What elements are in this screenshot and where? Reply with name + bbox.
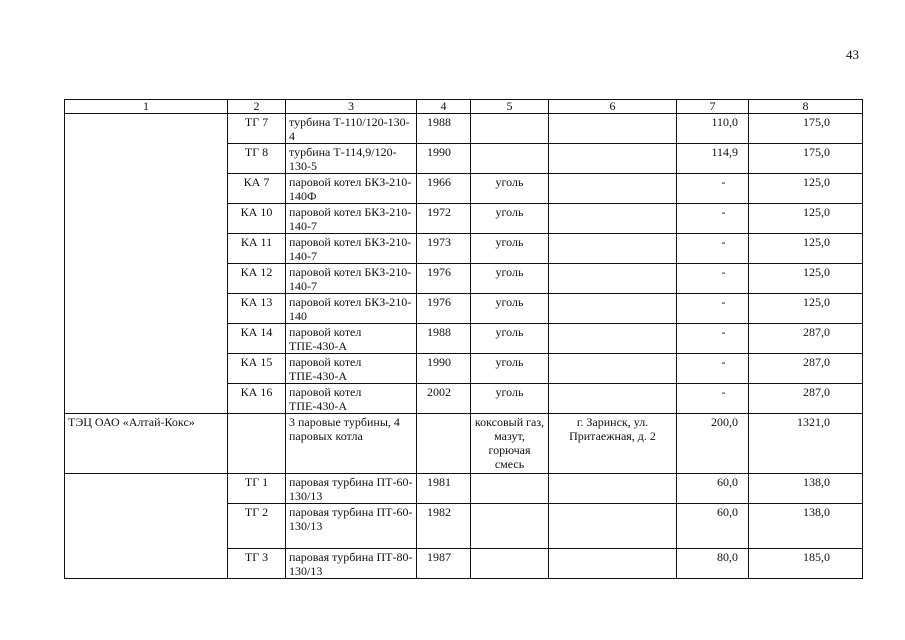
electric-capacity: -	[677, 354, 749, 384]
heat-capacity: 185,0	[749, 549, 863, 579]
heat-capacity: 125,0	[749, 204, 863, 234]
year: 1976	[417, 294, 471, 324]
address	[549, 324, 677, 354]
heat-capacity: 138,0	[749, 504, 863, 549]
header-col-7: 7	[677, 100, 749, 114]
address	[549, 264, 677, 294]
unit-id: КА 12	[228, 264, 286, 294]
table-header-row	[65, 100, 863, 114]
fuel	[471, 144, 549, 174]
year: 2002	[417, 384, 471, 414]
unit-id: ТГ 7	[228, 114, 286, 144]
heat-capacity: 125,0	[749, 294, 863, 324]
station-name-cell	[65, 114, 228, 414]
equipment-type: паровой котел ТПЕ-430-А	[286, 324, 417, 354]
equipment-type: турбина Т-110/120-130-4	[286, 114, 417, 144]
address	[549, 174, 677, 204]
address	[549, 294, 677, 324]
fuel: уголь	[471, 264, 549, 294]
electric-capacity: 60,0	[677, 474, 749, 504]
year: 1990	[417, 144, 471, 174]
electric-capacity: -	[677, 384, 749, 414]
fuel	[471, 474, 549, 504]
equipment-table	[64, 99, 863, 579]
equipment-type: паровая турбина ПТ-60-130/13	[286, 504, 417, 549]
address	[549, 384, 677, 414]
unit-id: ТГ 1	[228, 474, 286, 504]
equipment-type: 3 паровые турбины, 4 паровых котла	[286, 414, 417, 474]
station-name-cell: ТЭЦ ОАО «Алтай-Кокс»	[65, 414, 228, 474]
heat-capacity: 287,0	[749, 354, 863, 384]
unit-id: ТГ 8	[228, 144, 286, 174]
electric-capacity: -	[677, 294, 749, 324]
heat-capacity: 1321,0	[749, 414, 863, 474]
equipment-type: паровой котел БКЗ-210-140-7	[286, 234, 417, 264]
year: 1966	[417, 174, 471, 204]
equipment-type: паровой котел БКЗ-210-140-7	[286, 204, 417, 234]
heat-capacity: 138,0	[749, 474, 863, 504]
heat-capacity: 125,0	[749, 174, 863, 204]
address	[549, 549, 677, 579]
header-col-5: 5	[471, 100, 549, 114]
electric-capacity: 200,0	[677, 414, 749, 474]
fuel: коксовый газ, мазут, горючая смесь	[471, 414, 549, 474]
equipment-type: паровая турбина ПТ-80-130/13	[286, 549, 417, 579]
equipment-type: паровой котел ТПЕ-430-А	[286, 354, 417, 384]
fuel: уголь	[471, 384, 549, 414]
equipment-type: паровая турбина ПТ-60-130/13	[286, 474, 417, 504]
year: 1976	[417, 264, 471, 294]
year: 1988	[417, 114, 471, 144]
year: 1990	[417, 354, 471, 384]
address: г. Заринск, ул. Притаежная, д. 2	[549, 414, 677, 474]
year: 1981	[417, 474, 471, 504]
header-col-8: 8	[749, 100, 863, 114]
fuel	[471, 114, 549, 144]
header-col-1: 1	[65, 100, 228, 114]
address	[549, 234, 677, 264]
heat-capacity: 287,0	[749, 384, 863, 414]
heat-capacity: 287,0	[749, 324, 863, 354]
equipment-type: паровой котел БКЗ-210-140Ф	[286, 174, 417, 204]
electric-capacity: -	[677, 204, 749, 234]
electric-capacity: -	[677, 234, 749, 264]
address	[549, 114, 677, 144]
unit-id: ТГ 2	[228, 504, 286, 549]
electric-capacity: 110,0	[677, 114, 749, 144]
page-number: 43	[846, 47, 859, 62]
unit-id: КА 10	[228, 204, 286, 234]
address	[549, 504, 677, 549]
heat-capacity: 175,0	[749, 144, 863, 174]
unit-id: КА 13	[228, 294, 286, 324]
equipment-type: паровой котел БКЗ-210-140-7	[286, 264, 417, 294]
year	[417, 414, 471, 474]
year: 1973	[417, 234, 471, 264]
heat-capacity: 125,0	[749, 264, 863, 294]
electric-capacity: 114,9	[677, 144, 749, 174]
heat-capacity: 125,0	[749, 234, 863, 264]
equipment-type: турбина Т-114,9/120-130-5	[286, 144, 417, 174]
fuel: уголь	[471, 354, 549, 384]
electric-capacity: -	[677, 264, 749, 294]
electric-capacity: -	[677, 324, 749, 354]
header-col-2: 2	[228, 100, 286, 114]
heat-capacity: 175,0	[749, 114, 863, 144]
address	[549, 144, 677, 174]
fuel: уголь	[471, 204, 549, 234]
year: 1987	[417, 549, 471, 579]
fuel: уголь	[471, 294, 549, 324]
unit-id	[228, 414, 286, 474]
electric-capacity: 80,0	[677, 549, 749, 579]
unit-id: ТГ 3	[228, 549, 286, 579]
electric-capacity: 60,0	[677, 504, 749, 549]
year: 1972	[417, 204, 471, 234]
header-col-6: 6	[549, 100, 677, 114]
year: 1988	[417, 324, 471, 354]
unit-id: КА 14	[228, 324, 286, 354]
header-col-4: 4	[417, 100, 471, 114]
address	[549, 474, 677, 504]
unit-id: КА 7	[228, 174, 286, 204]
fuel	[471, 549, 549, 579]
electric-capacity: -	[677, 174, 749, 204]
fuel: уголь	[471, 174, 549, 204]
station-name-cell	[65, 474, 228, 579]
equipment-type: паровой котел БКЗ-210-140	[286, 294, 417, 324]
unit-id: КА 15	[228, 354, 286, 384]
year: 1982	[417, 504, 471, 549]
address	[549, 204, 677, 234]
address	[549, 354, 677, 384]
fuel	[471, 504, 549, 549]
unit-id: КА 16	[228, 384, 286, 414]
header-col-3: 3	[286, 100, 417, 114]
unit-id: КА 11	[228, 234, 286, 264]
fuel: уголь	[471, 234, 549, 264]
fuel: уголь	[471, 324, 549, 354]
equipment-type: паровой котел ТПЕ-430-А	[286, 384, 417, 414]
